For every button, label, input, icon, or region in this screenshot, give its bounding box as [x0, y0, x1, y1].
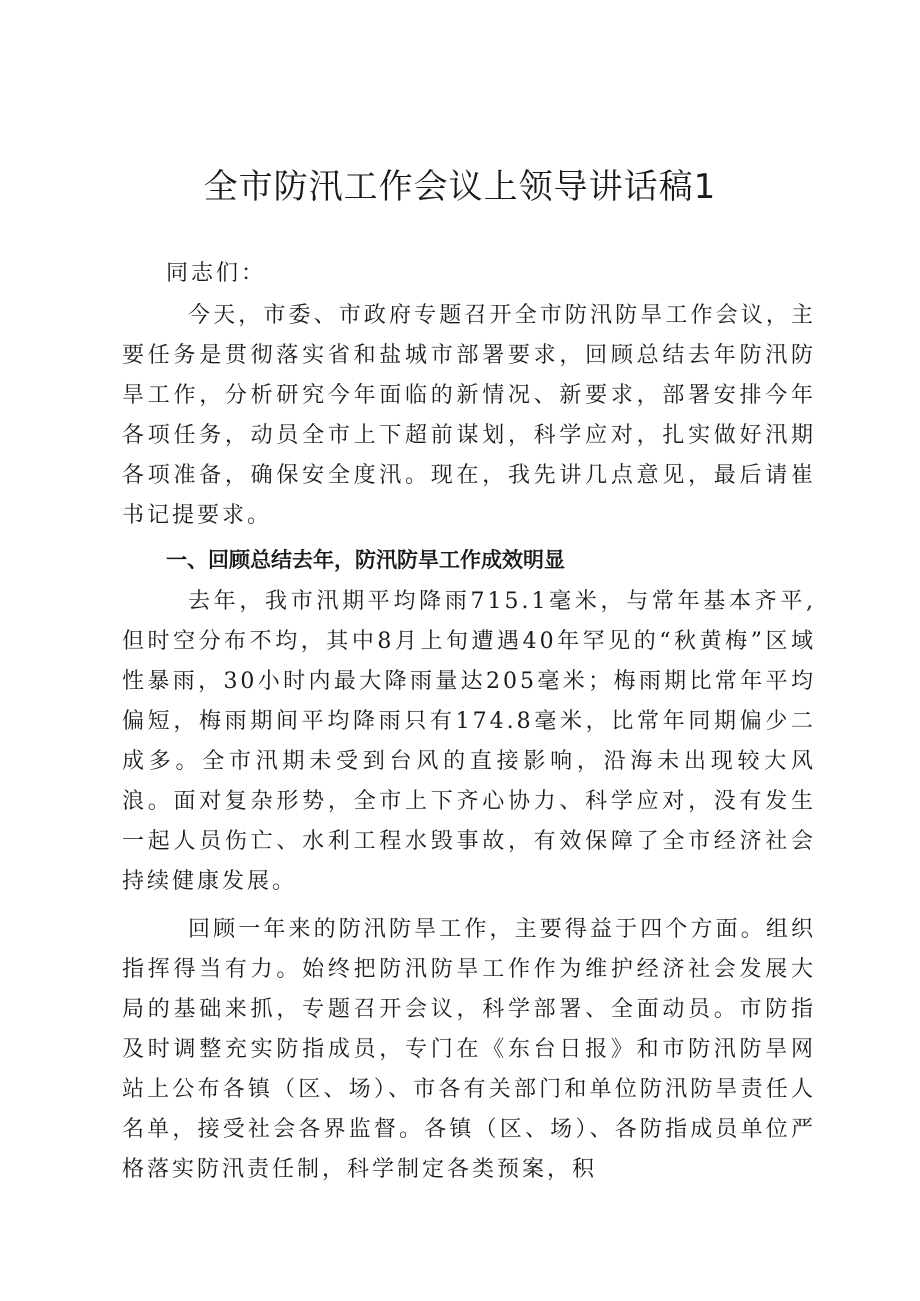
salutation: 同志们：	[166, 261, 267, 286]
document-title: 全市防汛工作会议上领导讲话稿1	[203, 167, 717, 207]
document-body	[122, 254, 816, 1190]
paragraph-intro: 今天，市委、市政府专题召开全市防汛防旱工作会议，主要任务是贯彻落实省和盐城市部署要求，回顾总结去年防汛防旱工作，分析研究今年面临的新情况、新要求，部署安排今年各项任务，动员全市上下超前谋划，科学应对，扎实做好汛期各项准备，确保安全度汛。现在，我先讲几点意见，最后请崔书记提要求。	[122, 303, 816, 528]
paragraph-factors: 回顾一年来的防汛防旱工作，主要得益于四个方面。组织指挥得当有力。始终把防汛防旱工作作为维护经济社会发展大局的基础来抓，专题召开会议，科学部署、全面动员。市防指及时调整充实防指成员，专门在《东台日报》和市防汛防旱网站上公布各镇（区、场）、市各有关部门和单位防汛防旱责任人名单，接受社会各界监督。各镇（区、场）、各防指成员单位严格落实防汛责任制，科学制定各类预案，积	[122, 917, 816, 1182]
paragraph-review: 去年，我市汛期平均降雨715.1毫米，与常年基本齐平,但时空分布不均，其中8月上旬遭遇40年罕见的“秋黄梅”区域性暴雨，30小时内最大降雨量达205毫米；梅雨期比常年平均偏短，梅雨期间平均降雨只有174.8毫米，比常年同期偏少二成多。全市汛期未受到台风的直接影响，沿海未出现较大风浪。面对复杂形势，全市上下齐心协力、科学应对，没有发生一起人员伤亡、水利工程水毁事故，有效保障了全市经济社会持续健康发展。	[122, 589, 816, 894]
section-heading-1: 一、回顾总结去年，防汛防旱工作成效明显	[166, 548, 565, 572]
